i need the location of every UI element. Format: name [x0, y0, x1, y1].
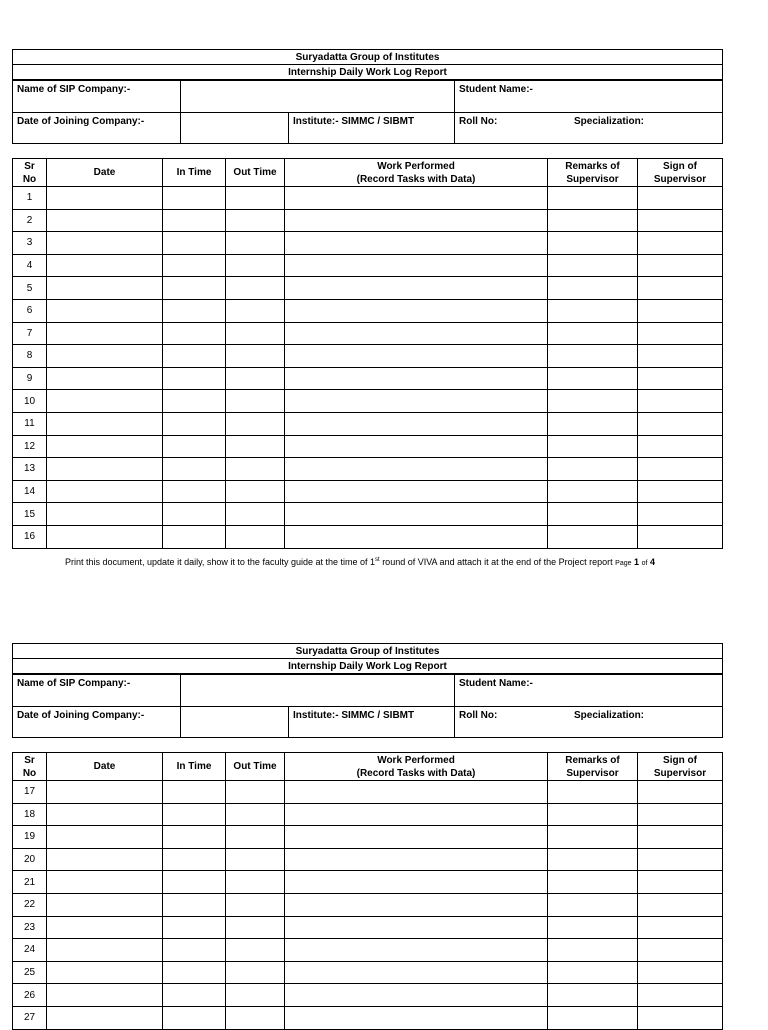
sr-no-cell: 21 [13, 871, 47, 894]
sr-no-cell: 6 [13, 299, 47, 322]
remarks-cell[interactable] [548, 187, 638, 210]
joining-date-field[interactable] [181, 113, 289, 144]
col-out-time: Out Time [226, 159, 285, 187]
date-cell[interactable] [47, 803, 163, 826]
work-performed-cell[interactable] [285, 781, 548, 804]
work-performed-cell[interactable] [285, 435, 548, 458]
work-performed-cell[interactable] [285, 232, 548, 255]
col-work-line1: Work Performed [377, 160, 455, 172]
in-time-cell[interactable] [163, 435, 226, 458]
sip-company-field[interactable] [181, 675, 455, 707]
work-performed-cell[interactable] [285, 367, 548, 390]
out-time-cell[interactable] [226, 480, 285, 503]
remarks-cell[interactable] [548, 412, 638, 435]
out-time-cell[interactable] [226, 435, 285, 458]
student-name-field[interactable] [455, 675, 723, 707]
footer-text-before: Print this document, update it daily, show it to the faculty guide at the time of 1 [65, 557, 376, 567]
sign-cell[interactable] [638, 525, 723, 548]
sign-cell[interactable] [638, 277, 723, 300]
table-row [13, 345, 723, 368]
in-time-cell[interactable] [163, 390, 226, 413]
work-performed-cell[interactable] [285, 277, 548, 300]
col-remarks: Remarks of Supervisor [548, 159, 638, 187]
work-performed-cell[interactable] [285, 209, 548, 232]
in-time-cell[interactable] [163, 1006, 226, 1029]
sip-company-label: Name of SIP Company:- [13, 81, 181, 113]
out-time-cell[interactable] [226, 277, 285, 300]
footer-note [65, 557, 745, 567]
sr-no-cell: 5 [13, 277, 47, 300]
institute-label: Institute:- SIMMC / SIBMT [289, 707, 455, 738]
table-row [13, 984, 723, 1007]
sign-cell[interactable] [638, 458, 723, 481]
org-title: Suryadatta Group of Institutes [13, 644, 723, 659]
page-total: 4 [649, 557, 655, 567]
in-time-cell[interactable] [163, 232, 226, 255]
in-time-cell[interactable] [163, 254, 226, 277]
col-date: Date [47, 159, 163, 187]
sign-cell[interactable] [638, 322, 723, 345]
remarks-cell[interactable] [548, 826, 638, 849]
sr-no-cell: 19 [13, 826, 47, 849]
date-cell[interactable] [47, 345, 163, 368]
sr-no-cell: 12 [13, 435, 47, 458]
institute-label: Institute:- SIMMC / SIBMT [289, 113, 455, 144]
table-row [13, 893, 723, 916]
table-row [13, 826, 723, 849]
student-name-label: Student Name:- [459, 84, 533, 95]
sign-cell[interactable] [638, 939, 723, 962]
in-time-cell[interactable] [163, 848, 226, 871]
remarks-cell[interactable] [548, 848, 638, 871]
out-time-cell[interactable] [226, 458, 285, 481]
table-row [13, 390, 723, 413]
date-cell[interactable] [47, 277, 163, 300]
out-time-cell[interactable] [226, 984, 285, 1007]
date-cell[interactable] [47, 848, 163, 871]
work-performed-cell[interactable] [285, 916, 548, 939]
out-time-cell[interactable] [226, 209, 285, 232]
in-time-cell[interactable] [163, 893, 226, 916]
sr-no-cell: 26 [13, 984, 47, 1007]
date-cell[interactable] [47, 503, 163, 526]
table-row [13, 254, 723, 277]
footer-superscript: st [375, 557, 380, 563]
student-name-label: Student Name:- [459, 678, 533, 689]
in-time-cell[interactable] [163, 871, 226, 894]
table-row [13, 435, 723, 458]
col-sign: Sign of Supervisor [638, 159, 723, 187]
sr-no-cell: 1 [13, 187, 47, 210]
out-time-cell[interactable] [226, 390, 285, 413]
sr-no-cell: 3 [13, 232, 47, 255]
work-performed-cell[interactable] [285, 826, 548, 849]
sign-cell[interactable] [638, 480, 723, 503]
remarks-cell[interactable] [548, 209, 638, 232]
date-cell[interactable] [47, 412, 163, 435]
sr-no-cell: 10 [13, 390, 47, 413]
table-row [13, 412, 723, 435]
table-row [13, 871, 723, 894]
remarks-cell[interactable] [548, 254, 638, 277]
sign-cell[interactable] [638, 435, 723, 458]
remarks-cell[interactable] [548, 984, 638, 1007]
date-cell[interactable] [47, 209, 163, 232]
date-cell[interactable] [47, 826, 163, 849]
remarks-cell[interactable] [548, 390, 638, 413]
date-cell[interactable] [47, 916, 163, 939]
work-log-table [12, 158, 723, 549]
sign-cell[interactable] [638, 961, 723, 984]
remarks-cell[interactable] [548, 525, 638, 548]
sr-no-cell: 20 [13, 848, 47, 871]
sr-no-cell: 4 [13, 254, 47, 277]
remarks-cell[interactable] [548, 480, 638, 503]
remarks-cell[interactable] [548, 939, 638, 962]
remarks-cell[interactable] [548, 345, 638, 368]
date-cell[interactable] [47, 525, 163, 548]
in-time-cell[interactable] [163, 345, 226, 368]
work-performed-cell[interactable] [285, 525, 548, 548]
sign-cell[interactable] [638, 299, 723, 322]
in-time-cell[interactable] [163, 412, 226, 435]
col-date: Date [47, 753, 163, 781]
page-word: Page [615, 560, 632, 567]
date-cell[interactable] [47, 367, 163, 390]
sr-no-cell: 17 [13, 781, 47, 804]
table-row [13, 458, 723, 481]
sr-no-cell: 22 [13, 893, 47, 916]
table-row [13, 232, 723, 255]
out-time-cell[interactable] [226, 232, 285, 255]
in-time-cell[interactable] [163, 803, 226, 826]
work-performed-cell[interactable] [285, 480, 548, 503]
col-work-line1: Work Performed [377, 754, 455, 766]
in-time-cell[interactable] [163, 187, 226, 210]
col-work-line2: (Record Tasks with Data) [356, 767, 476, 779]
col-work-line2: (Record Tasks with Data) [356, 173, 476, 185]
col-work-performed [285, 159, 548, 187]
date-cell[interactable] [47, 232, 163, 255]
sip-company-field[interactable] [181, 81, 455, 113]
sign-cell[interactable] [638, 1006, 723, 1029]
sign-cell[interactable] [638, 254, 723, 277]
remarks-cell[interactable] [548, 1006, 638, 1029]
sign-cell[interactable] [638, 345, 723, 368]
table-row [13, 209, 723, 232]
log-sheet-page-2 [12, 643, 722, 1030]
table-row [13, 322, 723, 345]
work-performed-cell[interactable] [285, 345, 548, 368]
page-current: 1 [634, 557, 640, 567]
date-cell[interactable] [47, 781, 163, 804]
out-time-cell[interactable] [226, 826, 285, 849]
sign-cell[interactable] [638, 503, 723, 526]
remarks-cell[interactable] [548, 893, 638, 916]
remarks-cell[interactable] [548, 435, 638, 458]
out-time-cell[interactable] [226, 939, 285, 962]
out-time-cell[interactable] [226, 525, 285, 548]
work-performed-cell[interactable] [285, 871, 548, 894]
remarks-cell[interactable] [548, 871, 638, 894]
table-row [13, 525, 723, 548]
roll-no-label: Roll No: [459, 710, 498, 721]
sign-cell[interactable] [638, 187, 723, 210]
sr-no-cell: 11 [13, 412, 47, 435]
joining-date-field[interactable] [181, 707, 289, 738]
table-row [13, 187, 723, 210]
remarks-cell[interactable] [548, 803, 638, 826]
remarks-cell[interactable] [548, 299, 638, 322]
table-row [13, 961, 723, 984]
roll-no-label: Roll No: [459, 116, 498, 127]
sign-cell[interactable] [638, 848, 723, 871]
out-time-cell[interactable] [226, 503, 285, 526]
in-time-cell[interactable] [163, 367, 226, 390]
date-cell[interactable] [47, 480, 163, 503]
work-performed-cell[interactable] [285, 961, 548, 984]
in-time-cell[interactable] [163, 939, 226, 962]
roll-specialization-field[interactable] [455, 113, 723, 144]
work-performed-cell[interactable] [285, 1006, 548, 1029]
date-cell[interactable] [47, 893, 163, 916]
header-table [12, 49, 723, 80]
col-sr-no: Sr No [13, 753, 47, 781]
info-table-2 [12, 674, 723, 738]
sr-no-cell: 23 [13, 916, 47, 939]
date-cell[interactable] [47, 390, 163, 413]
joining-date-label: Date of Joining Company:- [13, 113, 181, 144]
sr-no-cell: 16 [13, 525, 47, 548]
sip-company-label: Name of SIP Company:- [13, 675, 181, 707]
table-row [13, 503, 723, 526]
sr-no-cell: 8 [13, 345, 47, 368]
remarks-cell[interactable] [548, 322, 638, 345]
joining-date-label: Date of Joining Company:- [13, 707, 181, 738]
out-time-cell[interactable] [226, 322, 285, 345]
out-time-cell[interactable] [226, 961, 285, 984]
sign-cell[interactable] [638, 412, 723, 435]
specialization-label: Specialization: [574, 710, 645, 721]
work-performed-cell[interactable] [285, 803, 548, 826]
sign-cell[interactable] [638, 916, 723, 939]
in-time-cell[interactable] [163, 458, 226, 481]
out-time-cell[interactable] [226, 848, 285, 871]
work-performed-cell[interactable] [285, 187, 548, 210]
out-time-cell[interactable] [226, 781, 285, 804]
work-performed-cell[interactable] [285, 848, 548, 871]
remarks-cell[interactable] [548, 961, 638, 984]
sr-no-cell: 15 [13, 503, 47, 526]
in-time-cell[interactable] [163, 916, 226, 939]
work-performed-cell[interactable] [285, 322, 548, 345]
date-cell[interactable] [47, 1006, 163, 1029]
sign-cell[interactable] [638, 209, 723, 232]
date-cell[interactable] [47, 871, 163, 894]
report-title: Internship Daily Work Log Report [13, 65, 723, 80]
in-time-cell[interactable] [163, 503, 226, 526]
table-row [13, 480, 723, 503]
roll-specialization-field[interactable] [455, 707, 723, 738]
out-time-cell[interactable] [226, 345, 285, 368]
remarks-cell[interactable] [548, 781, 638, 804]
work-performed-cell[interactable] [285, 939, 548, 962]
date-cell[interactable] [47, 299, 163, 322]
of-word: of [641, 560, 648, 567]
sign-cell[interactable] [638, 232, 723, 255]
remarks-cell[interactable] [548, 458, 638, 481]
table-row [13, 803, 723, 826]
sr-no-cell: 14 [13, 480, 47, 503]
sr-no-cell: 25 [13, 961, 47, 984]
out-time-cell[interactable] [226, 299, 285, 322]
out-time-cell[interactable] [226, 803, 285, 826]
table-row [13, 367, 723, 390]
col-sr-no: Sr No [13, 159, 47, 187]
in-time-cell[interactable] [163, 299, 226, 322]
date-cell[interactable] [47, 939, 163, 962]
sign-cell[interactable] [638, 826, 723, 849]
sr-no-cell: 18 [13, 803, 47, 826]
in-time-cell[interactable] [163, 480, 226, 503]
col-remarks: Remarks of Supervisor [548, 753, 638, 781]
out-time-cell[interactable] [226, 893, 285, 916]
date-cell[interactable] [47, 435, 163, 458]
work-performed-cell[interactable] [285, 893, 548, 916]
sr-no-cell: 7 [13, 322, 47, 345]
date-cell[interactable] [47, 187, 163, 210]
table-row [13, 1006, 723, 1029]
table-row [13, 939, 723, 962]
in-time-cell[interactable] [163, 826, 226, 849]
work-log-table-2 [12, 752, 723, 1030]
table-row [13, 299, 723, 322]
date-cell[interactable] [47, 984, 163, 1007]
sr-no-cell: 27 [13, 1006, 47, 1029]
log-sheet-page-1 [12, 49, 722, 549]
col-in-time: In Time [163, 753, 226, 781]
col-out-time: Out Time [226, 753, 285, 781]
sign-cell[interactable] [638, 390, 723, 413]
in-time-cell[interactable] [163, 781, 226, 804]
remarks-cell[interactable] [548, 277, 638, 300]
date-cell[interactable] [47, 254, 163, 277]
sign-cell[interactable] [638, 871, 723, 894]
table-row [13, 277, 723, 300]
sign-cell[interactable] [638, 781, 723, 804]
report-title: Internship Daily Work Log Report [13, 659, 723, 674]
out-time-cell[interactable] [226, 1006, 285, 1029]
table-row [13, 848, 723, 871]
sr-no-cell: 2 [13, 209, 47, 232]
header-table-2 [12, 643, 723, 674]
date-cell[interactable] [47, 961, 163, 984]
in-time-cell[interactable] [163, 525, 226, 548]
remarks-cell[interactable] [548, 916, 638, 939]
in-time-cell[interactable] [163, 984, 226, 1007]
sr-no-cell: 24 [13, 939, 47, 962]
sign-cell[interactable] [638, 803, 723, 826]
info-table [12, 80, 723, 144]
student-name-field[interactable] [455, 81, 723, 113]
sr-no-cell: 9 [13, 367, 47, 390]
work-performed-cell[interactable] [285, 254, 548, 277]
work-performed-cell[interactable] [285, 390, 548, 413]
out-time-cell[interactable] [226, 412, 285, 435]
sign-cell[interactable] [638, 893, 723, 916]
col-work-performed [285, 753, 548, 781]
work-performed-cell[interactable] [285, 984, 548, 1007]
out-time-cell[interactable] [226, 871, 285, 894]
work-performed-cell[interactable] [285, 503, 548, 526]
remarks-cell[interactable] [548, 367, 638, 390]
sign-cell[interactable] [638, 367, 723, 390]
out-time-cell[interactable] [226, 187, 285, 210]
in-time-cell[interactable] [163, 961, 226, 984]
remarks-cell[interactable] [548, 503, 638, 526]
in-time-cell[interactable] [163, 322, 226, 345]
col-in-time: In Time [163, 159, 226, 187]
table-row [13, 916, 723, 939]
in-time-cell[interactable] [163, 277, 226, 300]
footer-text-after: round of VIVA and attach it at the end of the Project report [379, 557, 616, 567]
org-title: Suryadatta Group of Institutes [13, 50, 723, 65]
work-performed-cell[interactable] [285, 412, 548, 435]
remarks-cell[interactable] [548, 232, 638, 255]
date-cell[interactable] [47, 322, 163, 345]
work-performed-cell[interactable] [285, 299, 548, 322]
sign-cell[interactable] [638, 984, 723, 1007]
date-cell[interactable] [47, 458, 163, 481]
in-time-cell[interactable] [163, 209, 226, 232]
out-time-cell[interactable] [226, 254, 285, 277]
sr-no-cell: 13 [13, 458, 47, 481]
specialization-label: Specialization: [574, 116, 645, 127]
out-time-cell[interactable] [226, 916, 285, 939]
col-sign: Sign of Supervisor [638, 753, 723, 781]
work-performed-cell[interactable] [285, 458, 548, 481]
out-time-cell[interactable] [226, 367, 285, 390]
table-row [13, 781, 723, 804]
